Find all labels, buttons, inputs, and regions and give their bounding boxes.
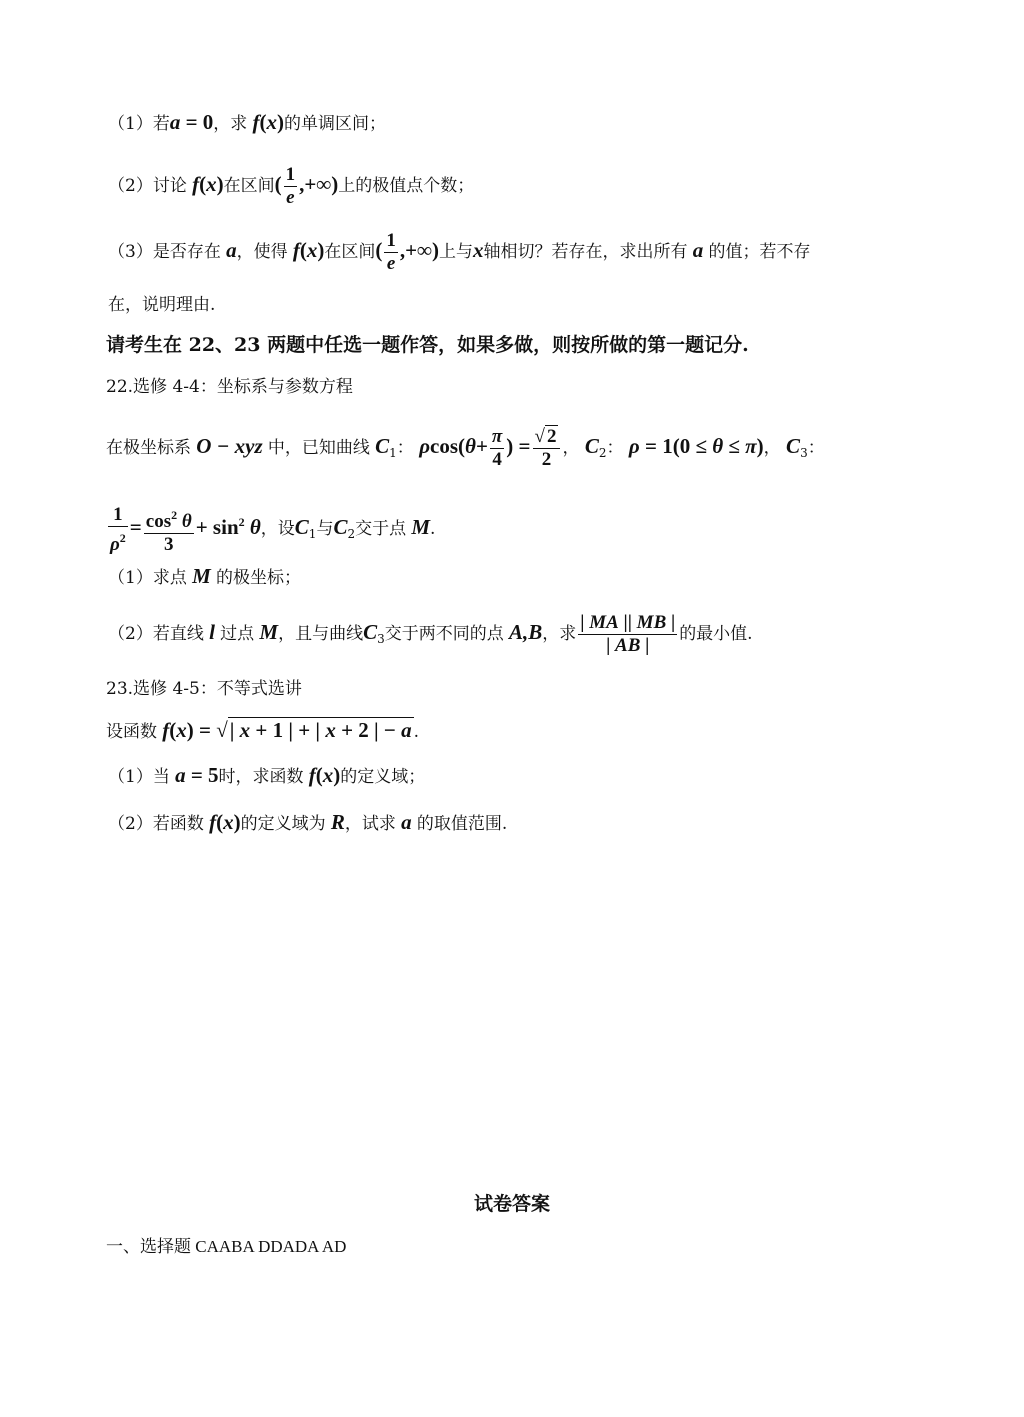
q23-part1: （1）当 a = 5时，求函数 f(x)的定义域； bbox=[108, 763, 426, 787]
instruction: 请考生在 22、23 两题中任选一题作答，如果多做，则按所做的第一题记分. bbox=[106, 334, 749, 356]
q21-part3-cont: 在，说明理由. bbox=[108, 295, 216, 315]
q22-line2: $\frac{1}{\rho^2}$ = $\frac{\cos^2 \theta}{3}$ + $\sin^2 \theta$，设$C_1$与$C_2$交于点 M. bbox=[110, 503, 436, 555]
q22-part2: （2）若直线 l 过点 M，且与曲线$C_3$交于两不同的点 A,B，求 $\frac{| MA || MB |}{| AB |}$ 的最小值. bbox=[108, 612, 753, 656]
q23-def: 设函数 f(x) = √| x + 1 | + | x + 2 | − a . bbox=[106, 718, 420, 742]
q21-part3: （3）是否存在 a，使得 f(x)在区间( $\frac{1}{e}$ ,+∞)上与x轴相切？若存在，求出所有 a 的值；若不存 bbox=[108, 230, 811, 274]
q22-title: 22.选修 4-4：坐标系与参数方程 bbox=[106, 377, 353, 397]
q21-part1: （1）若a = 0，求 f(x)的单调区间； bbox=[108, 110, 387, 134]
q21-part2: （2）讨论 f(x)在区间( $\frac{1}{e}$ ,+∞)上的极值点个数； bbox=[108, 164, 475, 208]
answers-line: 一、选择题 CAABA DDADA AD bbox=[106, 1237, 347, 1256]
q22-part1: （1）求点 M 的极坐标； bbox=[108, 564, 302, 588]
q22-line1: 在极坐标系 O − xyz 中，已知曲线 $C_1$： ρcos(θ+ $\frac{\pi}{4}$ ) = $\frac{√ 2}{2}$ ， $C_2$： ρ = 1(0 ≤ θ ≤ π)， $C_3$： bbox=[106, 426, 825, 470]
q23-title: 23.选修 4-5：不等式选讲 bbox=[106, 679, 302, 699]
q23-part2: （2）若函数 f(x)的定义域为 R，试求 a 的取值范围. bbox=[108, 810, 508, 834]
answers-heading: 试卷答案 bbox=[473, 1193, 550, 1215]
